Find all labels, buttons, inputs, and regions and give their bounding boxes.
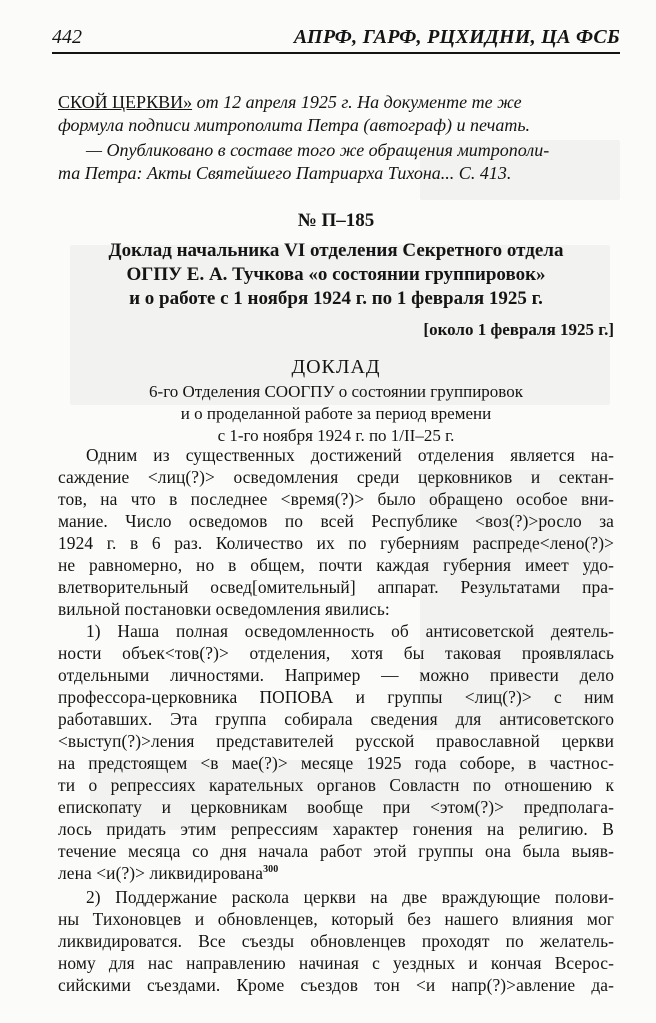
document-heading [58,210,614,445]
body-line: течение месяца со дня начала работ этой группы она была выяв- [58,841,614,861]
running-head: АПРФ, ГАРФ, РЦХИДНИ, ЦА ФСБ [293,26,620,48]
body-line: епископату и церковникам вообще при <этом(?)> предполага- [58,797,614,817]
body-line: 1924 г. в 6 раз. Количество их по губерниям распреде<лено(?)> [58,533,614,553]
body-line: вильной постановки осведомления явились: [58,599,390,619]
document-title-line: ОГПУ Е. А. Тучкова «о состоянии группировок» [126,264,546,285]
body-line: мание. Число осведомов по всей Республике <воз(?)>росло за [58,511,614,531]
report-body [58,445,614,1005]
body-line: работавших. Эта группа собирала сведения для антисоветского [58,709,614,729]
intro-note [58,92,614,182]
report-heading: ДОКЛАД [291,356,381,378]
body-line: влетворительный освед[омительный] аппарат. Результатами пра- [58,577,614,597]
footnote-ref: 300 [263,864,279,876]
body-line: 2) Поддержание раскола церкви на две враждующие полови- [86,887,614,907]
body-line: не равномерно, но в общем, почти каждая губерния имеет удо- [58,555,614,575]
page-number: 442 [52,26,82,48]
intro-line [58,163,511,184]
intro-lead: СКОЙ ЦЕРКВИ» [58,92,193,112]
body-line: профессора-церковника ПОПОВА и группы <лиц(?)> с ним [58,687,614,707]
body-line: <выступ(?)>ления представителей русской православной церкви [58,731,614,751]
body-line [58,863,614,884]
body-line: 1) Наша полная осведомленность об антисоветской деятель- [86,621,614,641]
intro-line [58,92,522,113]
intro-text: та Петра: Акты Святейшего Патриарха Тихона... С. 413. [58,163,512,183]
intro-text: от 12 апреля 1925 г. На документе те же [192,92,522,112]
body-line: лось придать этим репрессиям характер гонения на религию. В [58,819,614,839]
intro-line [58,115,530,136]
body-line: отдельными личностями. Например — можно привести дело [58,665,614,685]
body-line: ному для нас направлению начиная с уездных и кончая Всерос- [58,953,614,973]
page-header [52,22,620,54]
intro-text: формула подписи митрополита Петра (автограф) и печать. [58,115,531,135]
body-line: сийскими съездами. Кроме съездов тон <и напр(?)>авление да- [58,975,614,995]
body-line: Одним из существенных достижений отделения является на- [86,445,614,465]
intro-line [86,140,549,161]
report-subtitle-line: с 1-го ноября 1924 г. по 1/II–25 г. [217,426,455,445]
body-line: саждение <лиц(?)> осведомления среди церковников и сектан- [58,467,614,487]
body-line-text: лена <и(?)> ликвидирована [58,863,264,883]
document-title-line: и о работе с 1 ноября 1924 г. по 1 февраля 1925 г. [129,288,543,309]
body-line: ти о репрессиях карательных органов Совластн по отношению к [58,775,614,795]
body-line: ны Тихоновцев и обновленцев, который без нашего влияния мог [58,909,614,929]
report-subtitle-line: и о проделанной работе за период времени [180,404,492,423]
body-line: ности объек<тов(?)> отделения, хотя бы таковая проявлялась [58,643,614,663]
body-line: ликвидироватся. Все съезды обновленцев проходят по желатель- [58,931,614,951]
document-title-line: Доклад начальника VI отделения Секретного отдела [108,240,564,261]
document-number: № П–185 [297,210,375,231]
intro-text: — Опубликовано в составе того же обращения митрополи- [86,140,550,160]
body-line: тов, на что в последнее <время(?)> было обращено особое вни- [58,489,614,509]
body-line: на предстоящем <в мае(?)> месяце 1925 года соборе, в частнос- [58,753,614,773]
document-date-note: [около 1 февраля 1925 г.] [423,320,614,339]
report-subtitle-line: 6-го Отделения СООГПУ о состоянии группировок [149,382,523,401]
